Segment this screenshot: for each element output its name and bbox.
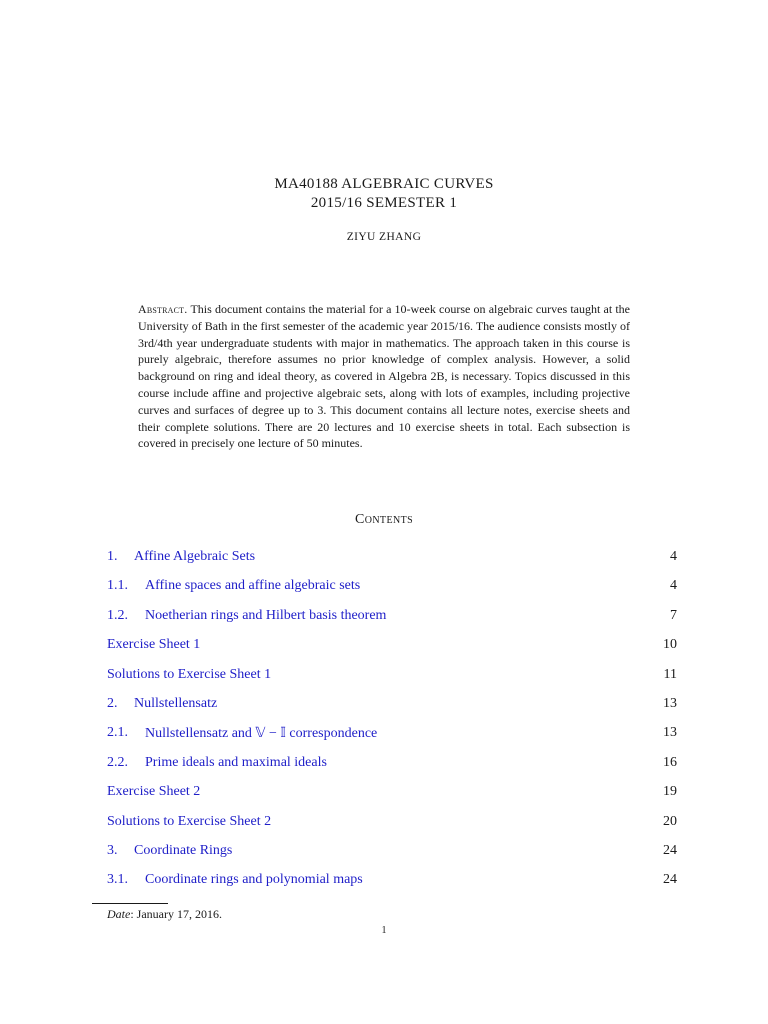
toc-entry	[107, 725, 677, 754]
toc-entry-page: 4	[670, 549, 677, 564]
toc-entry-link[interactable]	[107, 549, 255, 565]
footnote	[107, 907, 222, 922]
toc-entry-link[interactable]	[107, 578, 360, 594]
toc-entry-title: Solutions to Exercise Sheet 1	[107, 666, 272, 682]
toc-entry-link[interactable]	[107, 637, 200, 653]
toc-entry-link[interactable]	[107, 667, 271, 683]
toc-entry	[107, 667, 677, 696]
toc-entry-page: 11	[663, 666, 677, 682]
toc-entry-title: Nullstellensatz	[134, 695, 218, 711]
footnote-label: Date	[107, 907, 131, 921]
toc-entry-number: 1.1.	[107, 578, 128, 594]
toc-entry-page: 13	[663, 695, 677, 711]
toc-entry-title: Nullstellensatz and 𝕍 − 𝕀 correspondence	[145, 726, 378, 742]
toc-entry-number: 2.2.	[107, 754, 128, 770]
toc-entry-link[interactable]	[107, 843, 232, 859]
toc-entry-link[interactable]	[107, 725, 377, 742]
toc-entry-title: Exercise Sheet 2	[107, 784, 201, 800]
toc-entry	[107, 755, 677, 784]
toc-entry	[107, 696, 677, 725]
toc-entry-number: 3.	[107, 842, 118, 858]
toc-entry-page: 24	[663, 872, 677, 888]
toc-entry-number: 2.	[107, 695, 118, 711]
toc-entry-link[interactable]	[107, 814, 271, 830]
title-line-1: MA40188 ALGEBRAIC CURVES	[274, 176, 494, 192]
toc-entry-page: 4	[670, 578, 677, 594]
toc-entry-link[interactable]	[107, 872, 363, 888]
paper-title	[0, 175, 768, 213]
toc-entry-number: 1.2.	[107, 607, 128, 623]
toc-entry	[107, 578, 677, 607]
toc-entry-page: 13	[663, 725, 677, 741]
toc-entry	[107, 814, 677, 843]
toc-entry-title: Noetherian rings and Hilbert basis theorem	[145, 607, 387, 623]
toc-entry-number: 3.1.	[107, 872, 128, 888]
abstract	[138, 301, 630, 452]
toc-entry-number: 1.	[107, 549, 118, 564]
toc-entry	[107, 549, 677, 578]
toc-entry-page: 7	[670, 607, 677, 623]
abstract-label: Abstract.	[138, 302, 188, 316]
toc-entry	[107, 843, 677, 872]
contents-heading: Contents	[354, 512, 414, 527]
toc-entry	[107, 784, 677, 813]
abstract-text: This document contains the material for a 10-week course on algebraic curves taught at the University of Bath in the first semester of the academic year 2015/16. The audience consists mostly of 3rd/4th year undergraduate students with major in mathematics. The approach taken in this course is purely algebraic, therefore assumes no prior knowledge of complex analysis. However, a solid background on ring and ideal theory, as covered in Algebra 2B, is necessary. Topics discussed in this course include affine and projective algebraic sets, along with lots of examples, including projective curves and surfaces of degree up to 3. This document contains all lecture notes, exercise sheets and their complete solutions. There are 20 lectures and 10 exercise sheets in total. Each subsection is covered in precisely one lecture of 50 minutes.	[138, 302, 630, 451]
toc-entry	[107, 637, 677, 666]
title-line-2: 2015/16 SEMESTER 1	[310, 195, 458, 211]
toc-entry-title: Prime ideals and maximal ideals	[145, 754, 327, 770]
toc-entry-title: Affine spaces and affine algebraic sets	[145, 578, 361, 594]
toc-entry-page: 16	[663, 754, 677, 770]
toc-entry-title: Affine Algebraic Sets	[134, 549, 256, 564]
page-number: 1	[381, 925, 387, 936]
footnote-divider	[92, 903, 168, 904]
toc-entry-title: Solutions to Exercise Sheet 2	[107, 813, 272, 829]
toc-entry-link[interactable]	[107, 755, 327, 771]
toc-entry-link[interactable]	[107, 784, 200, 800]
footnote-text: : January 17, 2016.	[130, 907, 222, 921]
toc-entry-title: Exercise Sheet 1	[107, 637, 201, 653]
toc-entry-title: Coordinate rings and polynomial maps	[145, 872, 363, 888]
table-of-contents	[107, 549, 677, 902]
toc-entry-number: 2.1.	[107, 725, 128, 741]
toc-entry-page: 20	[663, 813, 677, 829]
toc-entry-page: 10	[663, 637, 677, 653]
toc-entry	[107, 872, 677, 901]
toc-entry-link[interactable]	[107, 608, 386, 624]
toc-entry	[107, 608, 677, 637]
toc-entry-title: Coordinate Rings	[134, 842, 233, 858]
toc-entry-page: 24	[663, 842, 677, 858]
author-name: ZIYU ZHANG	[346, 231, 422, 243]
toc-entry-page: 19	[663, 784, 677, 800]
toc-entry-link[interactable]	[107, 696, 217, 712]
